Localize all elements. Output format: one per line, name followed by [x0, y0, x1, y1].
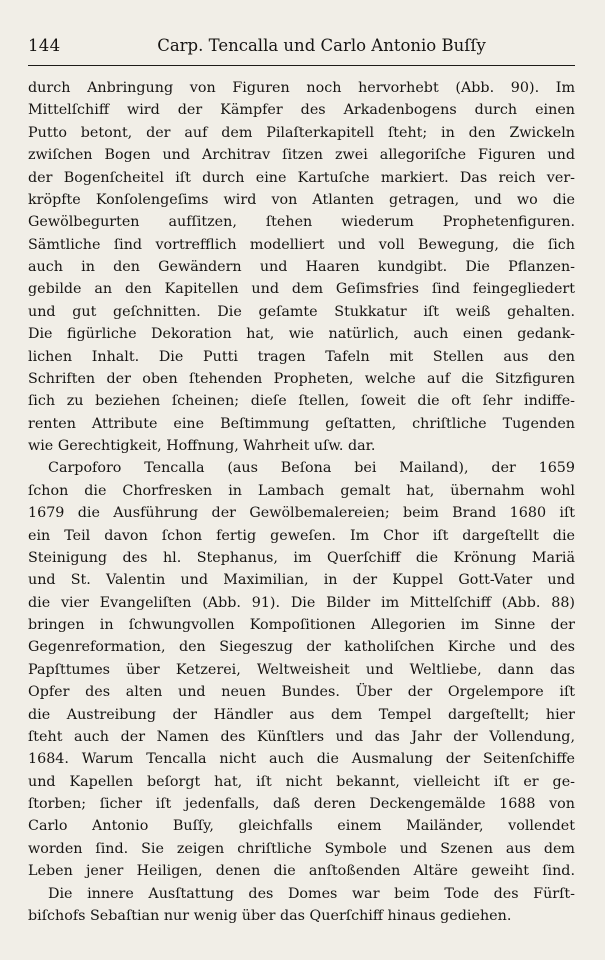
text-line: kröpfte Konſolengeſims wird von Atlanten getragen, und wo die: [28, 191, 575, 208]
paragraph: [28, 614, 575, 636]
page-number: 144: [28, 36, 61, 55]
paragraph: [28, 122, 575, 144]
text-line: Carpoforo Tencalla (aus Beſona bei Mailand), der 1659: [48, 460, 575, 477]
paragraph: [28, 368, 575, 390]
paragraph: [28, 211, 575, 233]
page-header: [28, 30, 575, 60]
text-line: Sämtliche ſind vortrefflich modelliert und voll Bewegung, die ſich: [28, 236, 575, 253]
text-line: Putto betont, der auf dem Pilaſterkapitell ſteht; in den Zwickeln: [28, 124, 575, 141]
text-line: Leben jener Heiligen, denen die anſtoßenden Altäre geweiht ſind.: [28, 863, 575, 880]
text-line: biſchofs Sebaſtian nur wenig über das Querſchiff hinaus gediehen.: [28, 907, 512, 924]
paragraph: [28, 838, 575, 860]
paragraph: [28, 525, 575, 547]
paragraph: [28, 99, 575, 121]
paragraph: [28, 547, 575, 569]
paragraph: [28, 256, 575, 278]
paragraph: [28, 681, 575, 703]
paragraph: [28, 592, 575, 614]
text-line: ſtorben; ſicher iſt jedenfalls, daß deren Deckengemälde 1688 von: [28, 796, 575, 812]
paragraph: [28, 390, 575, 412]
text-line: Opfer des alten und neuen Bundes. Über der Orgelempore iſt: [28, 684, 575, 701]
paragraph: [28, 502, 575, 524]
paragraph: [28, 636, 575, 658]
paragraph: [28, 815, 575, 837]
paragraph: [28, 189, 575, 211]
text-line: lichen Inhalt. Die Putti tragen Tafeln mit Stellen aus den: [28, 348, 575, 365]
paragraph: [28, 883, 575, 905]
text-line: Papſttumes über Ketzerei, Weltweisheit und Weltliebe, dann das: [28, 661, 575, 678]
paragraph: [28, 278, 575, 300]
text-line: Gegenreformation, den Siegeszug der katholiſchen Kirche und des: [28, 639, 575, 656]
text-line: die Austreibung der Händler aus dem Tempel dargeſtellt; hier: [28, 706, 575, 723]
text-line: auch in den Gewändern und Haaren kundgibt. Die Pflanzen-: [28, 259, 575, 275]
text-line: ſchon die Chorfresken in Lambach gemalt hat, übernahm wohl: [28, 482, 575, 499]
running-title: Carp. Tencalla und Carlo Antonio Buſſy: [157, 36, 486, 55]
paragraph: [28, 301, 575, 323]
paragraph: [28, 726, 575, 748]
text-line: durch Anbringung von Figuren noch hervorhebt (Abb. 90). Im: [28, 80, 575, 96]
text-line: Steinigung des hl. Stephanus, im Querſchiff die Krönung Mariä: [28, 549, 575, 566]
text-line: ſich zu beziehen ſcheinen; dieſe ſtellen, ſoweit die oft ſehr indiffe-: [28, 393, 575, 410]
text-line: Die figürliche Dekoration hat, wie natürlich, auch einen gedank-: [28, 326, 575, 343]
paragraph: [28, 77, 575, 99]
paragraph: [28, 659, 575, 681]
text-line: Mittelſchiff wird der Kämpfer des Arkadenbogens durch einen: [28, 102, 575, 119]
paragraph: [28, 167, 575, 189]
text-line: renten Attribute eine Beſtimmung geſtatten, chriſtliche Tugenden: [28, 415, 575, 432]
paragraph: [28, 860, 575, 882]
text-line: gebilde an den Kapitellen und dem Geſimsfries ſind feingegliedert: [28, 281, 575, 298]
text-line: Die innere Ausſtattung des Domes war beim Tode des Fürſt-: [48, 885, 575, 902]
paragraph: [28, 704, 575, 726]
paragraph: [28, 771, 575, 793]
paragraph: [28, 793, 575, 815]
paragraph: [28, 413, 575, 435]
text-line: Gewölbegurten aufſitzen, ſtehen wiederum Prophetenfiguren.: [28, 214, 575, 231]
text-line: und gut geſchnitten. Die geſamte Stukkatur iſt weiß gehalten.: [28, 303, 575, 320]
text-line: die vier Evangeliſten (Abb. 91). Die Bilder im Mittelſchiff (Abb. 88): [28, 594, 575, 611]
paragraph: [28, 905, 575, 927]
paragraph: [28, 457, 575, 479]
text-line: 1684. Warum Tencalla nicht auch die Ausmalung der Seitenſchiffe: [28, 751, 575, 768]
text-line: zwiſchen Bogen und Architrav ſitzen zwei allegoriſche Figuren und: [28, 147, 575, 164]
text-line: bringen in ſchwungvollen Kompoſitionen Allegorien im Sinne der: [28, 617, 575, 633]
body-text: [28, 77, 575, 927]
paragraph: [28, 435, 575, 457]
text-line: Carlo Antonio Buſſy, gleichfalls einem Mailänder, vollendet: [28, 818, 575, 835]
paragraph: [28, 144, 575, 166]
text-line: und Kapellen beſorgt hat, iſt nicht bekannt, vielleicht iſt er ge-: [28, 773, 575, 790]
paragraph: [28, 569, 575, 591]
paragraph: [28, 748, 575, 770]
text-line: ein Teil davon ſchon fertig geweſen. Im Chor iſt dargeſtellt die: [28, 527, 575, 544]
text-line: Schriften der oben ſtehenden Propheten, welche auf die Sitzfiguren: [28, 370, 575, 387]
text-line: und St. Valentin und Maximilian, in der Kuppel Gott-Vater und: [28, 572, 575, 589]
paragraph: [28, 234, 575, 256]
text-line: worden ſind. Sie zeigen chriſtliche Symbole und Szenen aus dem: [28, 840, 575, 857]
text-line: der Bogenſcheitel iſt durch eine Kartuſche markiert. Das reich ver-: [28, 169, 575, 186]
text-line: ſteht auch der Namen des Künſtlers und das Jahr der Vollendung,: [28, 728, 575, 745]
paragraph: [28, 323, 575, 345]
text-line: wie Gerechtigkeit, Hoffnung, Wahrheit uſw. dar.: [28, 438, 376, 454]
paragraph: [28, 480, 575, 502]
paragraph: [28, 346, 575, 368]
header-rule: [28, 65, 575, 66]
text-line: 1679 die Ausführung der Gewölbemalereien; beim Brand 1680 iſt: [28, 505, 575, 522]
